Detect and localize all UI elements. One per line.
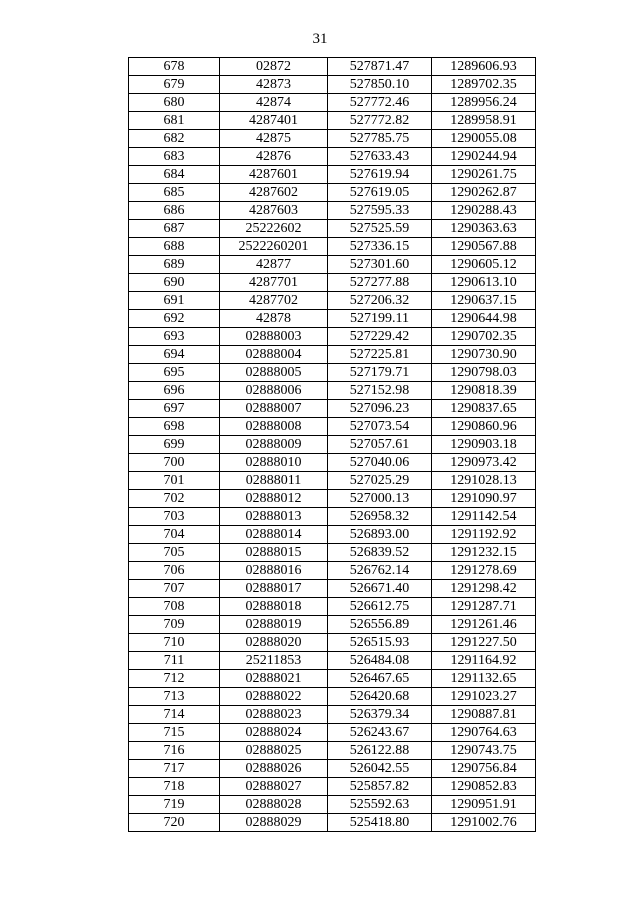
table-row [129, 112, 536, 130]
table-row [129, 670, 536, 688]
table-row [129, 724, 536, 742]
point-number-cell: 713 [129, 688, 220, 706]
table-row [129, 400, 536, 418]
y-coordinate-cell: 1289958.91 [432, 112, 536, 130]
point-number-cell: 708 [129, 598, 220, 616]
table-row [129, 544, 536, 562]
coordinates-table [128, 57, 536, 832]
x-coordinate-cell: 527152.98 [328, 382, 432, 400]
page-number: 31 [312, 31, 328, 47]
y-coordinate-cell: 1289702.35 [432, 76, 536, 94]
x-coordinate-cell: 527057.61 [328, 436, 432, 454]
point-number-cell: 682 [129, 130, 220, 148]
x-coordinate-cell: 527301.60 [328, 256, 432, 274]
y-coordinate-cell: 1290743.75 [432, 742, 536, 760]
table-row [129, 652, 536, 670]
point-number-cell: 679 [129, 76, 220, 94]
x-coordinate-cell: 525418.80 [328, 814, 432, 832]
x-coordinate-cell: 527619.94 [328, 166, 432, 184]
y-coordinate-cell: 1289606.93 [432, 58, 536, 76]
x-coordinate-cell: 527179.71 [328, 364, 432, 382]
point-code-cell: 02888026 [220, 760, 328, 778]
x-coordinate-cell: 526612.75 [328, 598, 432, 616]
x-coordinate-cell: 525857.82 [328, 778, 432, 796]
point-code-cell: 42876 [220, 148, 328, 166]
point-code-cell: 42878 [220, 310, 328, 328]
point-number-cell: 678 [129, 58, 220, 76]
point-number-cell: 718 [129, 778, 220, 796]
point-number-cell: 704 [129, 526, 220, 544]
point-code-cell: 42874 [220, 94, 328, 112]
table-row [129, 688, 536, 706]
x-coordinate-cell: 526893.00 [328, 526, 432, 544]
y-coordinate-cell: 1290764.63 [432, 724, 536, 742]
point-number-cell: 688 [129, 238, 220, 256]
table-row [129, 508, 536, 526]
point-number-cell: 712 [129, 670, 220, 688]
table-row [129, 490, 536, 508]
point-code-cell: 02888027 [220, 778, 328, 796]
x-coordinate-cell: 526762.14 [328, 562, 432, 580]
y-coordinate-cell: 1290244.94 [432, 148, 536, 166]
table-body [129, 58, 536, 832]
point-number-cell: 683 [129, 148, 220, 166]
x-coordinate-cell: 527525.59 [328, 220, 432, 238]
x-coordinate-cell: 527096.23 [328, 400, 432, 418]
point-code-cell: 02888008 [220, 418, 328, 436]
x-coordinate-cell: 526839.52 [328, 544, 432, 562]
point-number-cell: 684 [129, 166, 220, 184]
table-row [129, 598, 536, 616]
x-coordinate-cell: 527850.10 [328, 76, 432, 94]
point-code-cell: 02888029 [220, 814, 328, 832]
y-coordinate-cell: 1291142.54 [432, 508, 536, 526]
point-code-cell: 4287602 [220, 184, 328, 202]
x-coordinate-cell: 527229.42 [328, 328, 432, 346]
point-number-cell: 686 [129, 202, 220, 220]
x-coordinate-cell: 527225.81 [328, 346, 432, 364]
y-coordinate-cell: 1290613.10 [432, 274, 536, 292]
y-coordinate-cell: 1290730.90 [432, 346, 536, 364]
point-number-cell: 720 [129, 814, 220, 832]
x-coordinate-cell: 526042.55 [328, 760, 432, 778]
point-code-cell: 02888007 [220, 400, 328, 418]
point-number-cell: 696 [129, 382, 220, 400]
y-coordinate-cell: 1290798.03 [432, 364, 536, 382]
point-number-cell: 701 [129, 472, 220, 490]
point-code-cell: 02888028 [220, 796, 328, 814]
y-coordinate-cell: 1291023.27 [432, 688, 536, 706]
y-coordinate-cell: 1291192.92 [432, 526, 536, 544]
point-code-cell: 02888022 [220, 688, 328, 706]
y-coordinate-cell: 1290363.63 [432, 220, 536, 238]
y-coordinate-cell: 1290951.91 [432, 796, 536, 814]
x-coordinate-cell: 527772.82 [328, 112, 432, 130]
table-row [129, 436, 536, 454]
x-coordinate-cell: 526958.32 [328, 508, 432, 526]
point-code-cell: 2522260201 [220, 238, 328, 256]
point-number-cell: 706 [129, 562, 220, 580]
x-coordinate-cell: 526671.40 [328, 580, 432, 598]
point-code-cell: 02888013 [220, 508, 328, 526]
table-row [129, 292, 536, 310]
y-coordinate-cell: 1291028.13 [432, 472, 536, 490]
point-number-cell: 715 [129, 724, 220, 742]
x-coordinate-cell: 526467.65 [328, 670, 432, 688]
table-row [129, 202, 536, 220]
point-code-cell: 02888010 [220, 454, 328, 472]
point-code-cell: 02888017 [220, 580, 328, 598]
table-row [129, 778, 536, 796]
point-number-cell: 716 [129, 742, 220, 760]
x-coordinate-cell: 527040.06 [328, 454, 432, 472]
table-row [129, 706, 536, 724]
table-row [129, 616, 536, 634]
y-coordinate-cell: 1290261.75 [432, 166, 536, 184]
point-number-cell: 690 [129, 274, 220, 292]
y-coordinate-cell: 1290852.83 [432, 778, 536, 796]
x-coordinate-cell: 527336.15 [328, 238, 432, 256]
point-number-cell: 709 [129, 616, 220, 634]
point-number-cell: 697 [129, 400, 220, 418]
point-number-cell: 689 [129, 256, 220, 274]
y-coordinate-cell: 1290860.96 [432, 418, 536, 436]
y-coordinate-cell: 1291278.69 [432, 562, 536, 580]
point-code-cell: 02888012 [220, 490, 328, 508]
table-row [129, 634, 536, 652]
point-number-cell: 714 [129, 706, 220, 724]
x-coordinate-cell: 527633.43 [328, 148, 432, 166]
table-row [129, 256, 536, 274]
point-code-cell: 4287702 [220, 292, 328, 310]
y-coordinate-cell: 1291232.15 [432, 544, 536, 562]
point-code-cell: 02888005 [220, 364, 328, 382]
table-row [129, 760, 536, 778]
point-code-cell: 02888024 [220, 724, 328, 742]
point-number-cell: 719 [129, 796, 220, 814]
point-code-cell: 4287401 [220, 112, 328, 130]
x-coordinate-cell: 527871.47 [328, 58, 432, 76]
point-number-cell: 703 [129, 508, 220, 526]
point-number-cell: 700 [129, 454, 220, 472]
table-row [129, 796, 536, 814]
point-code-cell: 02888009 [220, 436, 328, 454]
point-number-cell: 695 [129, 364, 220, 382]
point-code-cell: 02888021 [220, 670, 328, 688]
table-row [129, 382, 536, 400]
y-coordinate-cell: 1290567.88 [432, 238, 536, 256]
x-coordinate-cell: 527025.29 [328, 472, 432, 490]
y-coordinate-cell: 1290837.65 [432, 400, 536, 418]
table-row [129, 418, 536, 436]
x-coordinate-cell: 526122.88 [328, 742, 432, 760]
x-coordinate-cell: 527199.11 [328, 310, 432, 328]
table-row [129, 274, 536, 292]
x-coordinate-cell: 527206.32 [328, 292, 432, 310]
y-coordinate-cell: 1291132.65 [432, 670, 536, 688]
x-coordinate-cell: 527619.05 [328, 184, 432, 202]
y-coordinate-cell: 1291261.46 [432, 616, 536, 634]
point-number-cell: 717 [129, 760, 220, 778]
y-coordinate-cell: 1291287.71 [432, 598, 536, 616]
table-row [129, 346, 536, 364]
point-code-cell: 4287603 [220, 202, 328, 220]
point-code-cell: 02888014 [220, 526, 328, 544]
y-coordinate-cell: 1290637.15 [432, 292, 536, 310]
y-coordinate-cell: 1290973.42 [432, 454, 536, 472]
table-row [129, 166, 536, 184]
y-coordinate-cell: 1291227.50 [432, 634, 536, 652]
y-coordinate-cell: 1290756.84 [432, 760, 536, 778]
table-row [129, 58, 536, 76]
y-coordinate-cell: 1290605.12 [432, 256, 536, 274]
x-coordinate-cell: 527785.75 [328, 130, 432, 148]
point-code-cell: 4287701 [220, 274, 328, 292]
table-row [129, 184, 536, 202]
point-number-cell: 698 [129, 418, 220, 436]
y-coordinate-cell: 1291298.42 [432, 580, 536, 598]
table-row [129, 526, 536, 544]
point-code-cell: 02888018 [220, 598, 328, 616]
table-row [129, 472, 536, 490]
point-number-cell: 691 [129, 292, 220, 310]
y-coordinate-cell: 1291090.97 [432, 490, 536, 508]
point-code-cell: 02888023 [220, 706, 328, 724]
point-number-cell: 685 [129, 184, 220, 202]
x-coordinate-cell: 526515.93 [328, 634, 432, 652]
point-code-cell: 02888016 [220, 562, 328, 580]
table-row [129, 220, 536, 238]
y-coordinate-cell: 1291002.76 [432, 814, 536, 832]
point-code-cell: 02888019 [220, 616, 328, 634]
table-row [129, 454, 536, 472]
x-coordinate-cell: 526379.34 [328, 706, 432, 724]
point-code-cell: 42877 [220, 256, 328, 274]
point-code-cell: 02888011 [220, 472, 328, 490]
table-row [129, 742, 536, 760]
point-number-cell: 693 [129, 328, 220, 346]
y-coordinate-cell: 1290644.98 [432, 310, 536, 328]
x-coordinate-cell: 527277.88 [328, 274, 432, 292]
table-row [129, 364, 536, 382]
table-row [129, 328, 536, 346]
y-coordinate-cell: 1290903.18 [432, 436, 536, 454]
point-number-cell: 692 [129, 310, 220, 328]
point-code-cell: 4287601 [220, 166, 328, 184]
point-code-cell: 25222602 [220, 220, 328, 238]
table-row [129, 148, 536, 166]
point-number-cell: 694 [129, 346, 220, 364]
table-row [129, 130, 536, 148]
x-coordinate-cell: 526484.08 [328, 652, 432, 670]
point-code-cell: 02888006 [220, 382, 328, 400]
table-row [129, 580, 536, 598]
table-row [129, 238, 536, 256]
point-code-cell: 42875 [220, 130, 328, 148]
point-code-cell: 02888025 [220, 742, 328, 760]
point-number-cell: 680 [129, 94, 220, 112]
x-coordinate-cell: 527595.33 [328, 202, 432, 220]
point-code-cell: 02888020 [220, 634, 328, 652]
y-coordinate-cell: 1290262.87 [432, 184, 536, 202]
point-number-cell: 707 [129, 580, 220, 598]
point-number-cell: 699 [129, 436, 220, 454]
y-coordinate-cell: 1290288.43 [432, 202, 536, 220]
y-coordinate-cell: 1289956.24 [432, 94, 536, 112]
point-code-cell: 02872 [220, 58, 328, 76]
y-coordinate-cell: 1291164.92 [432, 652, 536, 670]
point-number-cell: 711 [129, 652, 220, 670]
point-number-cell: 710 [129, 634, 220, 652]
x-coordinate-cell: 525592.63 [328, 796, 432, 814]
y-coordinate-cell: 1290818.39 [432, 382, 536, 400]
table-row [129, 562, 536, 580]
point-code-cell: 42873 [220, 76, 328, 94]
table-row [129, 76, 536, 94]
table-row [129, 310, 536, 328]
y-coordinate-cell: 1290702.35 [432, 328, 536, 346]
y-coordinate-cell: 1290055.08 [432, 130, 536, 148]
point-code-cell: 25211853 [220, 652, 328, 670]
x-coordinate-cell: 527000.13 [328, 490, 432, 508]
x-coordinate-cell: 527772.46 [328, 94, 432, 112]
x-coordinate-cell: 526556.89 [328, 616, 432, 634]
table-row [129, 814, 536, 832]
y-coordinate-cell: 1290887.81 [432, 706, 536, 724]
point-number-cell: 681 [129, 112, 220, 130]
x-coordinate-cell: 526420.68 [328, 688, 432, 706]
point-number-cell: 687 [129, 220, 220, 238]
point-number-cell: 702 [129, 490, 220, 508]
point-code-cell: 02888015 [220, 544, 328, 562]
point-number-cell: 705 [129, 544, 220, 562]
x-coordinate-cell: 527073.54 [328, 418, 432, 436]
x-coordinate-cell: 526243.67 [328, 724, 432, 742]
point-code-cell: 02888004 [220, 346, 328, 364]
point-code-cell: 02888003 [220, 328, 328, 346]
table-row [129, 94, 536, 112]
